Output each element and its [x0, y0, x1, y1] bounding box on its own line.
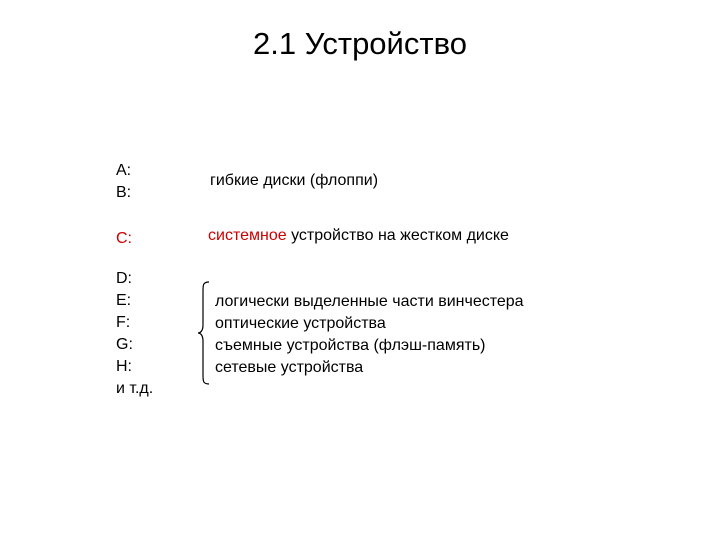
drive-letter-etc: и т.д. — [116, 380, 154, 397]
drive-letter-g: G: — [116, 336, 133, 353]
drive-letter-h: H: — [116, 358, 132, 375]
system-description — [208, 225, 509, 247]
other-desc-logical: логически выделенные части винчестера — [215, 293, 524, 310]
floppy-description: гибкие диски (флоппи) — [210, 172, 379, 189]
other-desc-optical: оптические устройства — [215, 315, 386, 332]
other-desc-removable: съемные устройства (флэш-память) — [215, 337, 486, 354]
floppy-drive-letters — [116, 160, 131, 204]
drive-letter-f: F: — [116, 314, 131, 331]
slide-title: 2.1 Устройство — [253, 26, 467, 61]
drive-letter-c: C: — [116, 230, 132, 247]
system-drive-letter — [116, 228, 132, 250]
other-drive-letters — [116, 268, 153, 400]
system-description-rest: устройство на жестком диске — [291, 227, 509, 244]
left-curly-brace-icon — [197, 281, 211, 385]
drive-letter-b: B: — [116, 184, 132, 201]
other-desc-network: сетевые устройства — [215, 359, 364, 376]
system-highlight-word: системное — [208, 227, 287, 244]
drive-letter-d: D: — [116, 270, 132, 287]
drive-letter-a: A: — [116, 162, 132, 179]
drive-letter-e: E: — [116, 292, 132, 309]
other-description-list — [215, 291, 524, 379]
